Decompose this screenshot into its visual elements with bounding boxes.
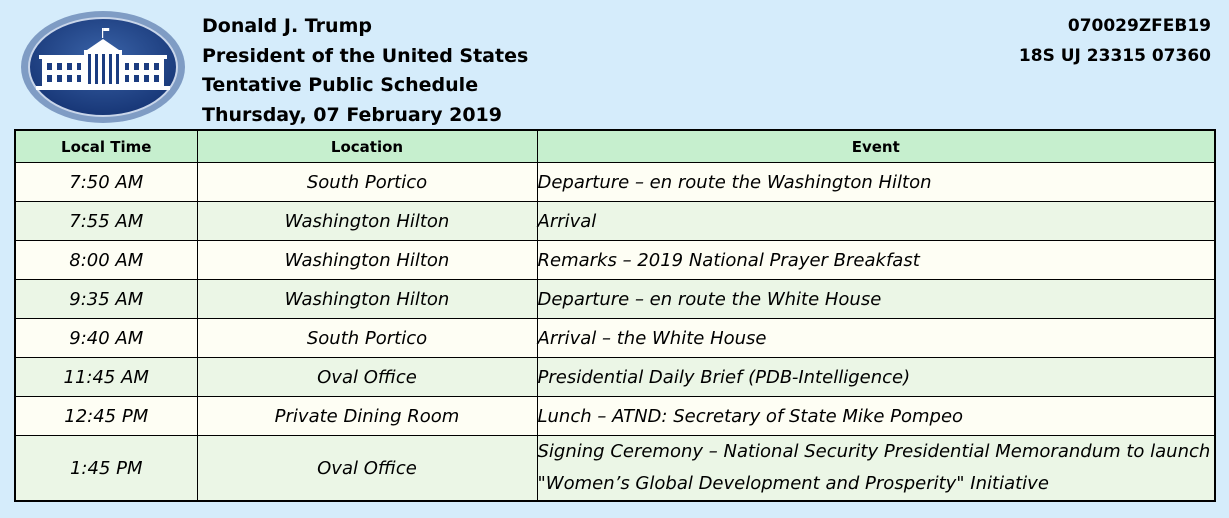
table-row bbox=[15, 241, 1215, 280]
document-type: Tentative Public Schedule bbox=[202, 74, 479, 96]
row-time: 7:50 AM bbox=[15, 163, 197, 202]
table-row bbox=[15, 358, 1215, 397]
row-time: 9:40 AM bbox=[15, 319, 197, 358]
row-event: Arrival bbox=[537, 202, 1215, 241]
row-location: Washington Hilton bbox=[197, 241, 537, 280]
president-title: President of the United States bbox=[202, 44, 529, 67]
table-row bbox=[15, 163, 1215, 202]
column-header-local-time: Local Time bbox=[15, 130, 197, 163]
row-time: 9:35 AM bbox=[15, 280, 197, 319]
date-time-group: 070029ZFEB19 bbox=[1067, 16, 1211, 36]
row-event: Departure – en route the White House bbox=[537, 280, 1215, 319]
schedule-date: Thursday, 07 February 2019 bbox=[202, 103, 502, 126]
row-event bbox=[537, 436, 1215, 502]
row-event: Arrival – the White House bbox=[537, 319, 1215, 358]
row-time: 8:00 AM bbox=[15, 241, 197, 280]
row-event-text: Signing Ceremony – National Security Presidential Memorandum to launch "Women’s Global Development and Prosperity" Initiative bbox=[537, 441, 1211, 494]
table-row bbox=[15, 319, 1215, 358]
grid-reference: 18S UJ 23315 07360 bbox=[1018, 45, 1211, 66]
row-time: 11:45 AM bbox=[15, 358, 197, 397]
row-time: 12:45 PM bbox=[15, 397, 197, 436]
column-header-location: Location bbox=[197, 130, 537, 163]
row-event: Lunch – ATND: Secretary of State Mike Pompeo bbox=[537, 397, 1215, 436]
white-house-seal-icon bbox=[20, 10, 186, 124]
table-row bbox=[15, 436, 1215, 502]
row-event: Remarks – 2019 National Prayer Breakfast bbox=[537, 241, 1215, 280]
row-event: Departure – en route the Washington Hilton bbox=[537, 163, 1215, 202]
table-row bbox=[15, 280, 1215, 319]
row-location: South Portico bbox=[197, 163, 537, 202]
row-location: Oval Office bbox=[197, 436, 537, 502]
row-location: Washington Hilton bbox=[197, 202, 537, 241]
row-time: 7:55 AM bbox=[15, 202, 197, 241]
schedule-table bbox=[14, 129, 1216, 502]
row-location: Oval Office bbox=[197, 358, 537, 397]
reference-block bbox=[1019, 12, 1211, 71]
president-name: Donald J. Trump bbox=[202, 15, 372, 37]
row-location: South Portico bbox=[197, 319, 537, 358]
row-event: Presidential Daily Brief (PDB-Intelligence) bbox=[537, 358, 1215, 397]
row-location: Washington Hilton bbox=[197, 280, 537, 319]
row-location: Private Dining Room bbox=[197, 397, 537, 436]
table-header-row bbox=[15, 130, 1215, 163]
schedule-header bbox=[202, 12, 528, 130]
table-row bbox=[15, 397, 1215, 436]
column-header-event: Event bbox=[537, 130, 1215, 163]
row-time: 1:45 PM bbox=[15, 436, 197, 502]
table-row bbox=[15, 202, 1215, 241]
